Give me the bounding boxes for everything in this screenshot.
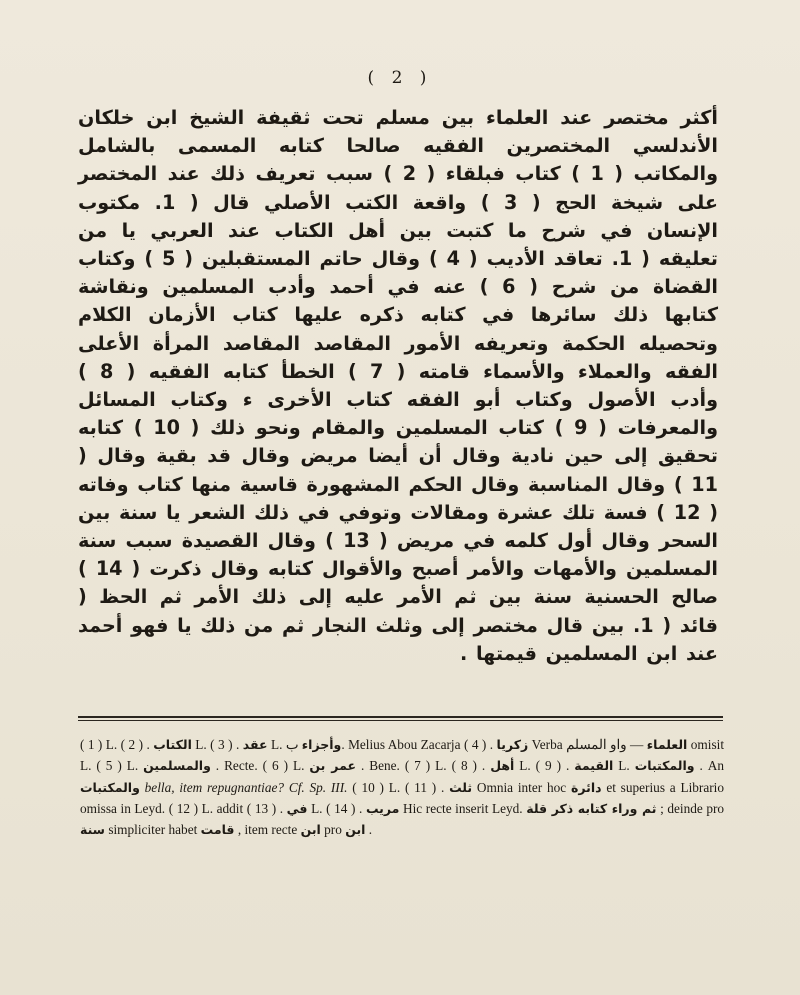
footnote-text: . xyxy=(481,758,486,774)
arabic-line: مريض ( 13 ) وقال القصيدة سبب سنة المسلمين والأمهات والأمر أصبح xyxy=(78,529,718,581)
footnote-text: ( 11 ) Omnia inter hoc xyxy=(404,779,567,795)
footnote-arabic: والمكتبات xyxy=(80,779,140,795)
arabic-line: أيضا مريض وقال قد بقية وقال ( 11 ) وقال المناسبة وقال الحكم المشهورة xyxy=(78,444,718,496)
footnote-arabic: عمر بن xyxy=(309,758,356,774)
footnote-text: . xyxy=(566,758,570,774)
footnote-text: ( 13 ) L. xyxy=(246,800,323,816)
footnote-text: bella, item repugnantiae? Cf. Sp. III. xyxy=(144,779,348,795)
footnote-arabic: الكتاب xyxy=(153,737,192,752)
footnote xyxy=(263,758,405,773)
footnote xyxy=(247,801,400,816)
footnote-text: ( 1 ) L. xyxy=(80,737,118,752)
footnote-text: . xyxy=(489,737,494,752)
footnote-separator-thin xyxy=(78,720,723,721)
arabic-line: الحكمة وتعريفه الأمور المقاصد المقاصد المرأة الأعلى الفقه والعملاء xyxy=(78,331,718,383)
arabic-line: قاسية منها كتاب وفاته ( 12 ) فسة تلك عشرة ومقالات وتوفي xyxy=(78,472,718,524)
arabic-line: والأسماء قامته ( 7 ) الخطأ كتابه الفقيه ( 8 ) وأدب الأصول وكتاب xyxy=(78,359,718,412)
arabic-line: كتابها ذلك سائرها في كتابه ذكره عليها كتاب الأزمان الكلام وتحصيله xyxy=(78,303,718,355)
footnote-arabic: أهل xyxy=(490,758,515,774)
footnote xyxy=(452,758,614,773)
footnote-arabic: والمسلمين xyxy=(143,758,211,774)
footnote-arabic: قامت xyxy=(200,822,235,838)
footnote xyxy=(169,801,308,816)
arabic-line: المختصرين الفقيه صالحا كتابه المسمى بالشامل والمكاتب ( 1 ) كتاب فبلقاء xyxy=(78,134,718,186)
footnote-text: . An xyxy=(699,758,725,774)
arabic-line: أكثر مختصر عند العلماء بين مسلم تحت ثقيفة الشيخ ابن خلكان الأندلسي xyxy=(78,106,718,158)
footnote-text: ( 5 ) L. xyxy=(96,758,139,774)
footnote-text: . Recte. xyxy=(215,758,258,774)
footnote-arabic: سنة xyxy=(80,822,105,838)
footnote-text: , item recte xyxy=(237,822,298,838)
footnote-text: ( 3 ) L. xyxy=(210,737,283,752)
arabic-line: ( 2 ) سبب تعريف ذلك عند المختصر على شيخة الحج ( 3 ) واقعة xyxy=(78,162,718,214)
footnote-text: . xyxy=(235,737,240,752)
footnote-arabic: ابن xyxy=(345,822,366,838)
footnote-separator-thick xyxy=(78,716,723,718)
footnote-arabic: وأجزاء xyxy=(301,737,342,752)
arabic-line: والأقوال كتابه وقال ذكرت ( 14 ) صالح الحسنية سنة بين ثم الأمر xyxy=(78,557,718,609)
footnote-text: ( 2 ) L. xyxy=(120,737,207,752)
arabic-line: المسلمين والمقام ونحو ذلك ( 10 ) كتابه تحقيق إلى حين نادية وقال أن xyxy=(78,416,718,468)
page-number: ( 2 ) xyxy=(367,68,433,88)
footnote-arabic: ثم وراء كتابه ذكر قلة xyxy=(526,800,657,816)
footnote-arabic: والمكتبات xyxy=(634,758,695,774)
arabic-line: وكتاب القضاة من شرح ( 6 ) عنه في أحمد وأدب المسلمين ونقاشة xyxy=(78,247,718,299)
footnote xyxy=(121,737,268,752)
footnote-text: simpliciter habet xyxy=(108,822,198,838)
footnote-text: . xyxy=(359,800,363,816)
footnote xyxy=(96,758,262,773)
footnote-text: pro xyxy=(324,822,342,838)
footnote-text: . xyxy=(368,822,373,838)
footnote-arabic: العلماء xyxy=(646,737,688,752)
footnote-text: . xyxy=(440,779,445,795)
arabic-line: العربي يا من تعليقه ( 1. تعاقد الأديب ( 4 ) وقال حاتم المستقبلين ( 5 ) xyxy=(78,218,718,271)
footnote-text: ( 8 ) L. xyxy=(451,758,531,774)
footnote-text: . xyxy=(279,800,284,816)
footnote-text: ( 12 ) L. addit xyxy=(168,800,244,816)
footnote-text: ( 9 ) L. xyxy=(535,758,630,774)
footnote-text: . Bene. xyxy=(360,758,400,774)
footnote-arabic: مريب xyxy=(365,800,400,816)
arabic-line: في ذلك الشعر يا سنة بين السحر وقال أول كلمه في xyxy=(78,500,719,553)
footnotes xyxy=(80,734,724,840)
arabic-line: وثلث النجار ثم من ذلك يا فهو أحمد عند ابن المسلمين xyxy=(78,613,718,665)
footnote-text: ب. Melius Abou Zacarja xyxy=(285,737,461,752)
footnote-arabic: ثلث xyxy=(449,779,473,795)
arabic-line: قيمتها . xyxy=(459,641,537,665)
arabic-line: أبو الفقه كتاب الأخرى ء وكتاب المسائل والمعرفات ( 9 ) كتاب xyxy=(78,388,718,440)
footnote-arabic: القيمة xyxy=(574,758,614,774)
footnote-arabic: ابن xyxy=(300,822,321,838)
footnote-arabic: دائرة xyxy=(570,779,602,795)
footnote-text: — واو المسلم omisit L. xyxy=(80,737,725,774)
footnote-arabic: زكريا xyxy=(496,737,529,752)
footnote-text: ( 10 ) L. xyxy=(352,779,401,795)
arabic-line: عليه إلى ذلك الأمر ثم الحظ ( قائد ( 1. بين قال مختصر إلى xyxy=(78,585,718,637)
arabic-line: الكتب الأصلي قال ( 1. مكتوب الإنسان في شرح ما كتبت بين أهل الكتاب عند xyxy=(78,190,718,242)
footnote-text: ; deinde pro xyxy=(660,800,725,816)
footnote-text: ( 6 ) L. xyxy=(262,758,305,774)
footnote-text: ( 14 ) Hic recte inserit Leyd. xyxy=(326,800,523,816)
footnote-arabic: في xyxy=(286,800,308,816)
footnote-text: ( 4 ) Verba xyxy=(463,737,563,752)
footnote-text: ( 7 ) L. xyxy=(404,758,447,774)
footnote-text: et superius a Librario omissa in Leyd. xyxy=(80,779,725,816)
footnote-text: . xyxy=(146,737,150,752)
footnote-arabic: عقد xyxy=(242,737,268,752)
arabic-main-text xyxy=(78,104,718,668)
